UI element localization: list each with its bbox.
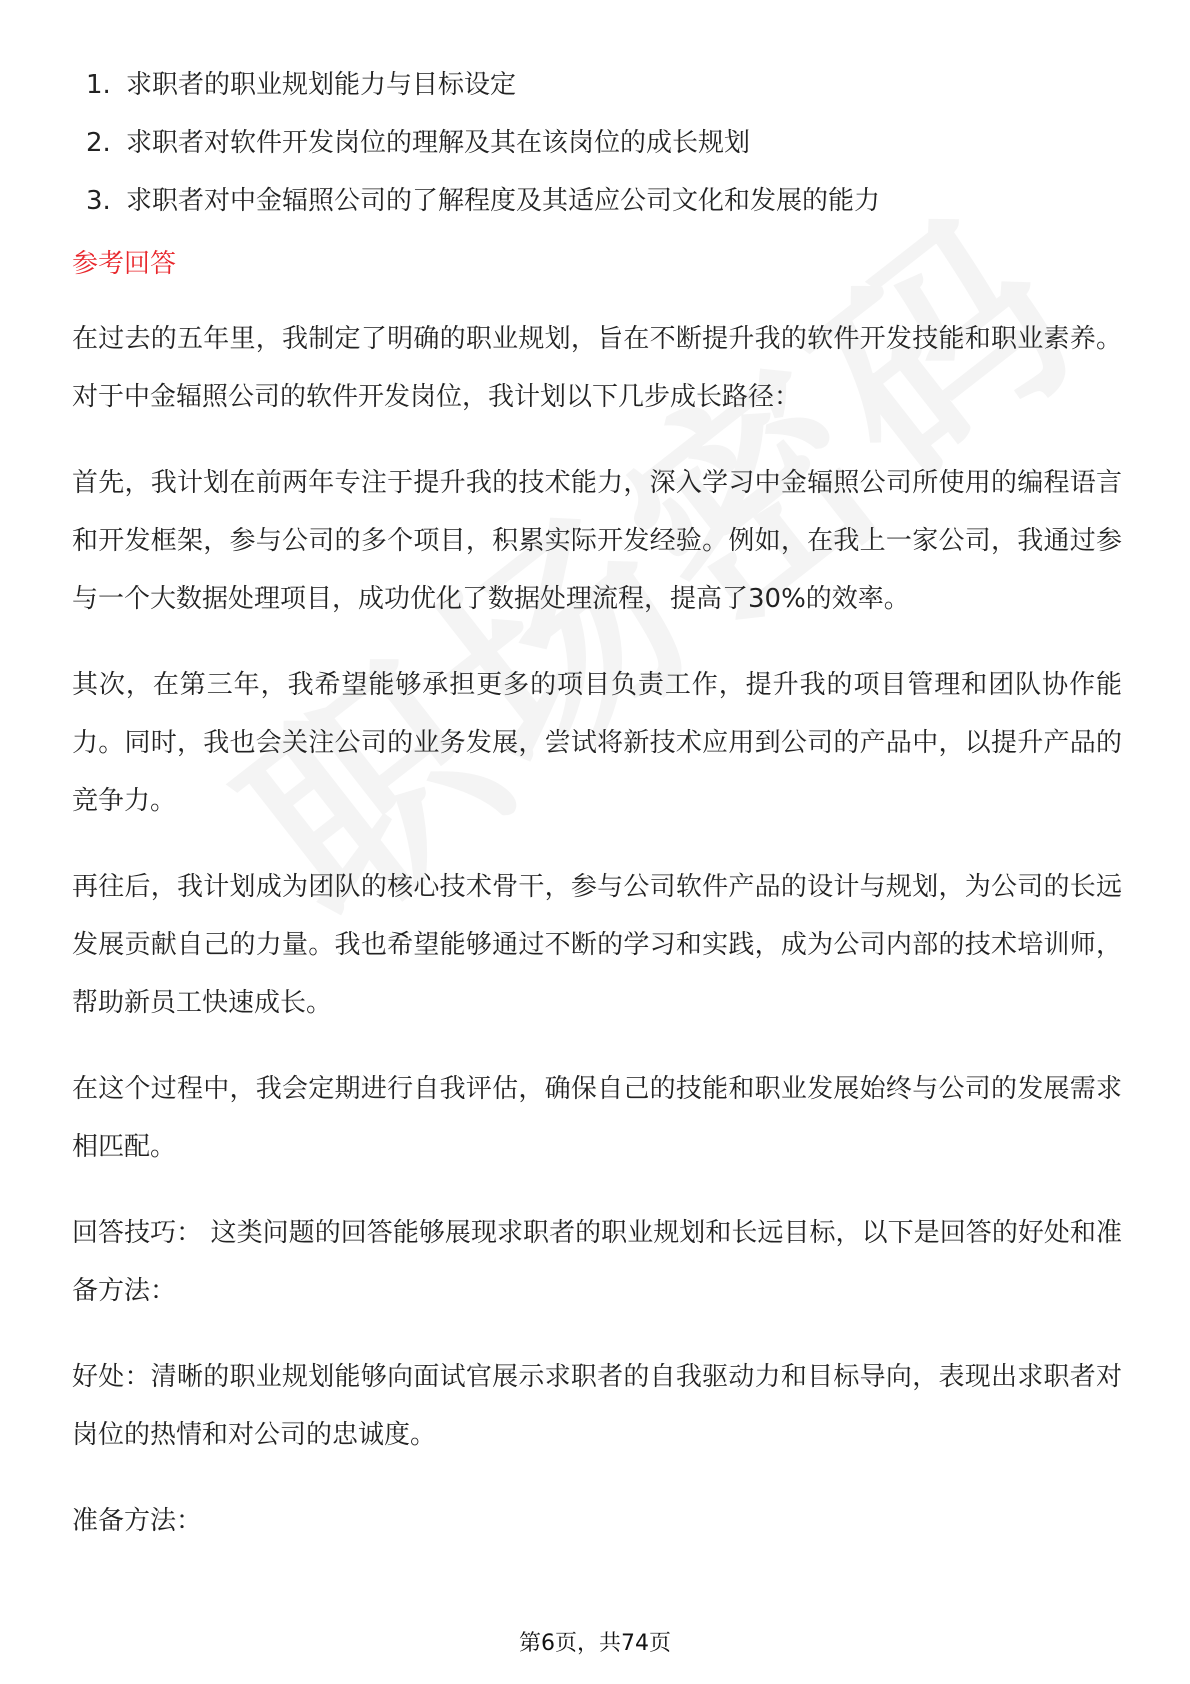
- numbered-list: [72, 56, 1122, 230]
- paragraph: 在这个过程中，我会定期进行自我评估，确保自己的技能和职业发展始终与公司的发展需求相匹配。: [72, 1074, 1122, 1162]
- list-item: [72, 56, 1122, 114]
- paragraph: 在过去的五年里，我制定了明确的职业规划，旨在不断提升我的软件开发技能和职业素养。对于中金辐照公司的软件开发岗位，我计划以下几步成长路径：: [72, 324, 1122, 412]
- list-item-text: 求职者对中金辐照公司的了解程度及其适应公司文化和发展的能力: [126, 186, 881, 216]
- paragraph: 好处：清晰的职业规划能够向面试官展示求职者的自我驱动力和目标导向，表现出求职者对岗位的热情和对公司的忠诚度。: [72, 1362, 1122, 1450]
- list-item-number: 1.: [86, 70, 111, 100]
- list-item-number: 2.: [86, 128, 111, 158]
- section-title: 参考回答: [72, 249, 177, 279]
- paragraph: 回答技巧： 这类问题的回答能够展现求职者的职业规划和长远目标，以下是回答的好处和准备方法：: [72, 1218, 1122, 1306]
- paragraph: 其次，在第三年，我希望能够承担更多的项目负责工作，提升我的项目管理和团队协作能力。同时，我也会关注公司的业务发展，尝试将新技术应用到公司的产品中，以提升产品的竞争力。: [72, 670, 1122, 816]
- list-item: [72, 114, 1122, 172]
- document-body: [72, 56, 1122, 1578]
- page-footer: 第6页，共74页: [519, 1631, 671, 1656]
- list-item: [72, 172, 1122, 230]
- list-item-text: 求职者的职业规划能力与目标设定: [126, 70, 517, 100]
- paragraph: 首先，我计划在前两年专注于提升我的技术能力，深入学习中金辐照公司所使用的编程语言和开发框架，参与公司的多个项目，积累实际开发经验。例如，在我上一家公司，我通过参与一个大数据处理项目，成功优化了数据处理流程，提高了30%的效率。: [72, 468, 1122, 614]
- list-item-text: 求职者对软件开发岗位的理解及其在该岗位的成长规划: [126, 128, 751, 158]
- paragraph: 准备方法：: [72, 1506, 203, 1536]
- list-item-number: 3.: [86, 186, 111, 216]
- paragraph: 再往后，我计划成为团队的核心技术骨干，参与公司软件产品的设计与规划，为公司的长远发展贡献自己的力量。我也希望能够通过不断的学习和实践，成为公司内部的技术培训师，帮助新员工快速成长。: [72, 872, 1122, 1018]
